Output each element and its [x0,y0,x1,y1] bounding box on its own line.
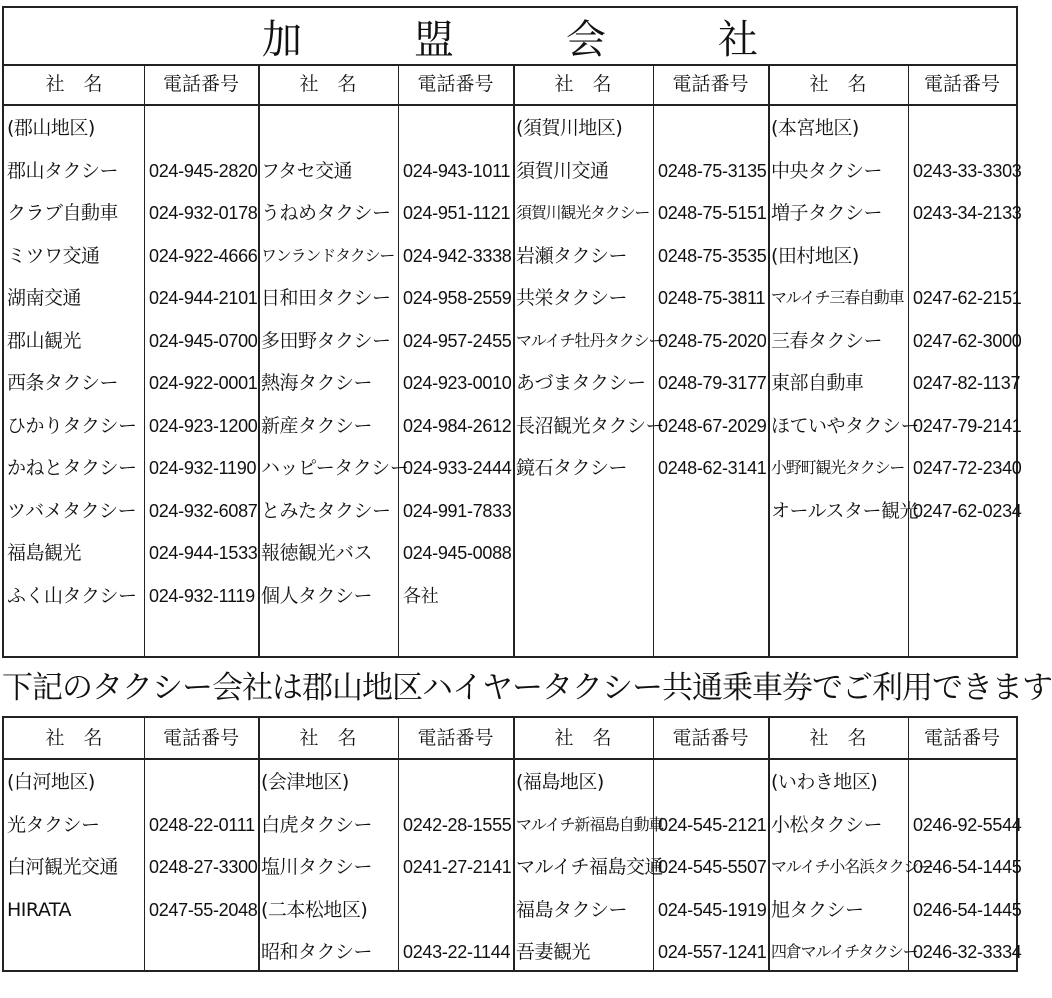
company-name: マルイチ福島交通 [516,856,664,878]
company-phone: 024-932-0178 [149,203,258,223]
company-name: 光タクシー [7,813,100,836]
company-phone: 0243-34-2133 [913,203,1022,223]
company-name: 岩瀬タクシー [516,244,628,267]
company-name [513,490,656,532]
header-phone: 電話番号 [417,73,494,95]
company-name: (田村地区) [771,244,859,267]
header-name: 社 名 [554,73,612,95]
company-name: (二本松地区) [261,898,368,921]
header-name: 社 名 [45,73,103,95]
company-phone: 0248-75-2020 [658,330,767,351]
company-name [768,532,911,574]
company-phone [653,490,773,532]
company-name: (本宮地区) [771,117,859,139]
company-phone [908,107,1021,149]
company-name: ほていやタクシー [771,414,920,437]
company-phone [908,575,1021,617]
title-char: 加 [262,16,302,63]
header-name: 社 名 [299,727,357,749]
header-phone: 電話番号 [923,727,1000,749]
company-phone [398,889,518,931]
company-name: かねとタクシー [7,457,137,479]
company-name: クラブ自動車 [7,202,119,224]
company-phone: 024-944-2101 [149,288,258,308]
company-phone: 024-545-1919 [658,899,767,920]
company-name [513,575,656,617]
company-name: 昭和タクシー [261,941,373,963]
company-name: 郡山タクシー [7,159,119,182]
company-phone: 0243-33-3303 [913,160,1022,181]
company-name: 日和田タクシー [261,287,391,309]
company-name: 郡山観光 [7,329,82,352]
company-name: 三春タクシー [771,329,883,352]
header-phone: 電話番号 [162,73,239,95]
company-phone [653,575,773,617]
company-phone: 0246-54-1445 [913,899,1022,920]
company-phone: 0248-75-3135 [658,160,767,181]
company-name [768,575,911,617]
shared-ticket-note: 下記のタクシー会社は郡山地区ハイヤータクシー共通乗車券でご利用できます [2,670,1052,706]
company-phone [908,532,1021,574]
company-phone [908,235,1021,277]
company-phone: 0247-55-2048 [149,899,258,920]
company-phone: 0248-27-3300 [149,857,258,877]
company-phone [653,532,773,574]
company-phone: 024-951-1121 [403,203,511,223]
company-name: 塩川タクシー [261,856,373,878]
company-phone: 0248-75-3811 [658,288,766,308]
company-name: 湖南交通 [7,287,82,309]
company-phone: 024-932-1190 [149,458,257,478]
company-phone: 024-942-3338 [403,245,512,266]
company-name: 鏡石タクシー [516,457,628,479]
company-name: 四倉マルイチタクシー [771,942,918,961]
company-name: (白河地区) [7,771,95,793]
company-phone: 024-943-1011 [403,160,511,181]
company-phone: 0243-22-1144 [403,942,511,962]
company-name: 増子タクシー [771,202,883,224]
company-phone: 024-923-0010 [403,373,512,393]
company-name: オールスター観光 [771,499,919,522]
company-name: マルイチ三春自動車 [771,288,904,307]
company-phone: 024-932-1119 [149,585,255,606]
company-phone: 0248-75-5151 [658,203,767,223]
company-name: (須賀川地区) [516,117,623,139]
company-phone: 024-557-1241 [658,942,767,962]
company-phone [653,761,773,803]
company-name: 西条タクシー [7,372,119,394]
company-phone [144,761,263,803]
company-phone: 0247-82-1137 [913,373,1021,393]
company-name: ワンランドタクシー [261,245,395,265]
header-phone: 電話番号 [923,73,1000,95]
header-phone: 電話番号 [162,727,239,749]
company-name: ひかりタクシー [7,414,137,437]
company-name: マルイチ牡丹タクシー [516,330,664,350]
company-name: うねめタクシー [261,202,391,224]
company-phone: 024-922-0001 [149,373,258,393]
company-phone: 0242-28-1555 [403,814,512,835]
company-phone: 024-991-7833 [403,500,512,521]
company-phone: 各社 [403,585,439,606]
header-name: 社 名 [45,727,103,749]
company-phone [398,107,518,149]
company-phone: 0248-75-3535 [658,245,767,266]
company-name: 白虎タクシー [261,813,373,836]
company-phone: 024-945-0700 [149,330,258,351]
company-phone [908,761,1021,803]
company-name [4,931,147,973]
company-name: 須賀川観光タクシー [516,203,650,222]
company-name: (郡山地区) [7,117,95,139]
company-phone: 024-984-2612 [403,415,512,436]
company-phone [398,761,518,803]
company-name: 白河観光交通 [7,856,119,878]
title-char: 社 [718,16,758,63]
company-name: (福島地区) [516,771,604,793]
company-name: マルイチ新福島自動車 [516,814,664,834]
header-name: 社 名 [809,73,867,95]
company-name: (会津地区) [261,771,349,793]
header-name: 社 名 [554,727,612,749]
company-phone: 024-923-1200 [149,415,258,436]
company-name: 福島観光 [7,542,82,564]
header-name: 社 名 [299,73,357,95]
company-phone: 0241-27-2141 [403,857,512,877]
company-name: 熱海タクシー [261,372,373,394]
company-phone: 024-932-6087 [149,500,258,521]
company-name: とみたタクシー [261,499,391,522]
company-phone: 0246-92-5544 [913,814,1022,835]
company-name: 共栄タクシー [516,287,628,309]
company-phone: 0248-67-2029 [658,415,767,436]
company-name [258,107,401,149]
company-phone: 024-957-2455 [403,330,512,351]
company-name: 福島タクシー [516,898,628,921]
page-title [4,8,1016,66]
company-phone: 0246-32-3334 [913,942,1022,962]
company-name: 中央タクシー [771,159,883,182]
header-phone: 電話番号 [417,727,494,749]
company-name: 報徳観光バス [261,542,373,564]
company-name: マルイチ小名浜タクシー [771,857,934,876]
company-name: (いわき地区) [771,771,878,793]
company-name: ツバメタクシー [7,499,137,522]
company-phone: 0247-62-3000 [913,330,1022,351]
company-name: あづまタクシー [516,372,646,394]
title-char: 盟 [414,16,454,63]
company-phone: 0248-79-3177 [658,373,767,393]
company-phone [144,107,263,149]
company-phone: 0247-62-0234 [913,500,1022,521]
company-name: ハッピータクシー [261,457,409,479]
company-phone: 024-922-4666 [149,245,258,266]
company-name: ふく山タクシー [7,584,137,607]
company-name: 須賀川交通 [516,159,609,182]
company-name: 小野町観光タクシー [771,458,905,477]
member-companies-table [2,6,1022,658]
company-phone: 0246-54-1445 [913,857,1022,877]
company-phone: 024-933-2444 [403,458,512,478]
header-name: 社 名 [809,727,867,749]
company-phone: 0248-22-0111 [149,814,255,835]
company-name: ミツワ交通 [7,244,100,267]
company-name: 個人タクシー [261,584,373,607]
company-name [513,532,656,574]
company-name: 長沼観光タクシー [516,414,665,437]
company-phone: 0247-72-2340 [913,458,1022,478]
company-phone: 0248-62-3141 [658,458,767,478]
company-phone [653,107,773,149]
company-name: 旭タクシー [771,898,864,921]
company-name: 東部自動車 [771,372,864,394]
company-name: 多田野タクシー [261,329,391,352]
company-name: フタセ交通 [261,159,353,182]
company-phone: 024-944-1533 [149,543,258,563]
company-phone: 024-545-2121 [658,814,767,835]
company-phone: 0247-79-2141 [913,415,1022,436]
company-phone: 024-945-0088 [403,543,512,563]
company-name: 新産タクシー [261,414,373,437]
company-phone [144,931,263,973]
shared-ticket-companies-table [2,716,1022,972]
header-phone: 電話番号 [672,727,749,749]
title-char: 会 [566,16,606,63]
company-phone: 024-958-2559 [403,288,512,308]
header-phone: 電話番号 [672,73,749,95]
company-phone: 024-545-5507 [658,857,767,877]
company-name: 小松タクシー [771,813,883,836]
company-phone: 0247-62-2151 [913,288,1022,308]
company-name: 吾妻観光 [516,941,591,963]
company-phone: 024-945-2820 [149,160,258,181]
company-name: HIRATA [7,898,71,921]
